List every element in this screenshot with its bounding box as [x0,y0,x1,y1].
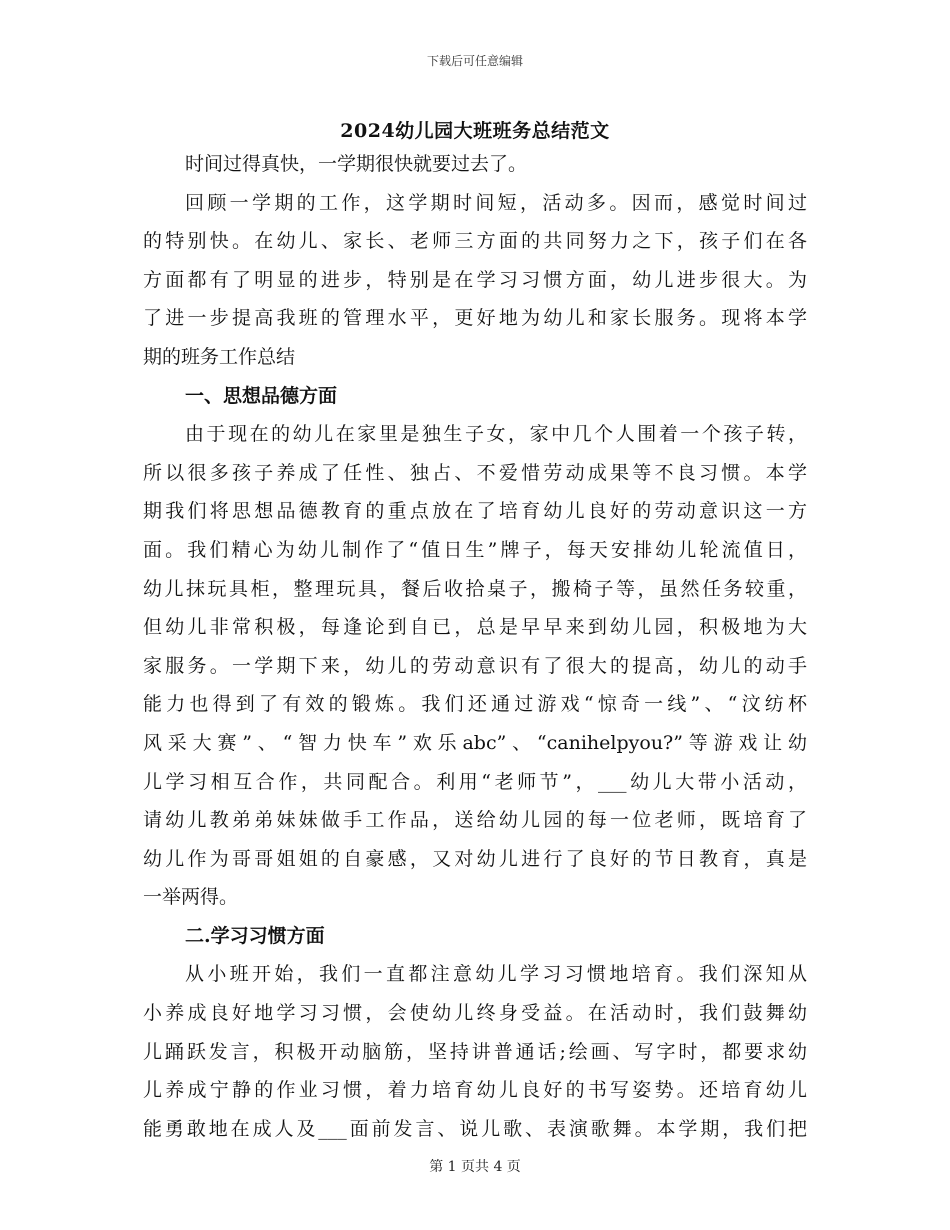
body-text-line: 由于现在的幼儿在家里是独生子女，家中几个人围着一个孩子转， [185,423,807,446]
document-title: 2024幼儿园大班班务总结范文 [340,120,610,142]
body-text-line: 幼儿作为哥哥姐姐的自豪感，又对幼儿进行了良好的节日教育，真是 [143,847,807,870]
body-text-line: 一举两得。 [143,886,239,909]
body-text-line: 幼儿抹玩具柜，整理玩具，餐后收拾桌子，搬椅子等，虽然任务较重， [143,577,807,600]
body-text-line: 期的班务工作总结 [143,345,296,368]
body-text-line: 所以很多孩子养成了任性、独占、不爱惜劳动成果等不良习惯。本学 [143,461,807,484]
body-text-line: 的特别快。在幼儿、家长、老师三方面的共同努力之下，孩子们在各 [143,230,807,253]
body-text-line: 但幼儿非常积极，每逢论到自已，总是早早来到幼儿园，积极地为大 [143,616,807,639]
page-header-note: 下载后可任意编辑 [426,54,523,68]
body-text-line: 小养成良好地学习习惯，会使幼儿终身受益。在活动时，我们鼓舞幼 [143,1002,807,1025]
section-heading: 一、思想品德方面 [185,384,338,407]
body-text-line: 能勇敢地在成人及___面前发言、说儿歌、表演歌舞。本学期，我们把 [143,1117,807,1140]
body-text-line: 风采大赛”、“智力快车”欢乐abc”、“canihelpyou?”等游戏让幼 [143,731,807,754]
body-text-line: 请幼儿教弟弟妹妹做手工作品，送给幼儿园的每一位老师，既培育了 [143,809,807,832]
section-heading: 二.学习习惯方面 [185,924,325,947]
body-text-line: 方面都有了明显的进步，特别是在学习习惯方面，幼儿进步很大。为 [143,268,807,291]
body-text-line: 儿养成宁静的作业习惯，着力培育幼儿良好的书写姿势。还培育幼儿 [143,1079,807,1102]
document-body [143,145,807,1148]
body-text-line: 从小班开始，我们一直都注意幼儿学习习惯地培育。我们深知从 [185,963,807,986]
body-text-line: 面。我们精心为幼儿制作了“值日生”牌子，每天安排幼儿轮流值日， [143,538,807,561]
body-text-line: 儿学习相互合作，共同配合。利用“老师节”，___幼儿大带小活动， [143,770,807,793]
body-text-line: 儿踊跃发言，积极开动脑筋，坚持讲普通话;绘画、写字时，都要求幼 [143,1040,807,1063]
page-number-footer: 第 1 页共 4 页 [429,1159,521,1175]
body-text-line: 时间过得真快，一学期很快就要过去了。 [185,153,528,175]
body-text-line: 能力也得到了有效的锻炼。我们还通过游戏“惊奇一线”、“汶纺杯 [143,693,807,716]
body-text-line: 了进一步提高我班的管理水平，更好地为幼儿和家长服务。现将本学 [143,307,807,330]
body-text-line: 回顾一学期的工作，这学期时间短，活动多。因而，感觉时间过 [185,191,807,214]
body-text-line: 家服务。一学期下来，幼儿的劳动意识有了很大的提高，幼儿的动手 [143,654,807,677]
body-text-line: 期我们将思想品德教育的重点放在了培育幼儿良好的劳动意识这一方 [143,500,807,523]
